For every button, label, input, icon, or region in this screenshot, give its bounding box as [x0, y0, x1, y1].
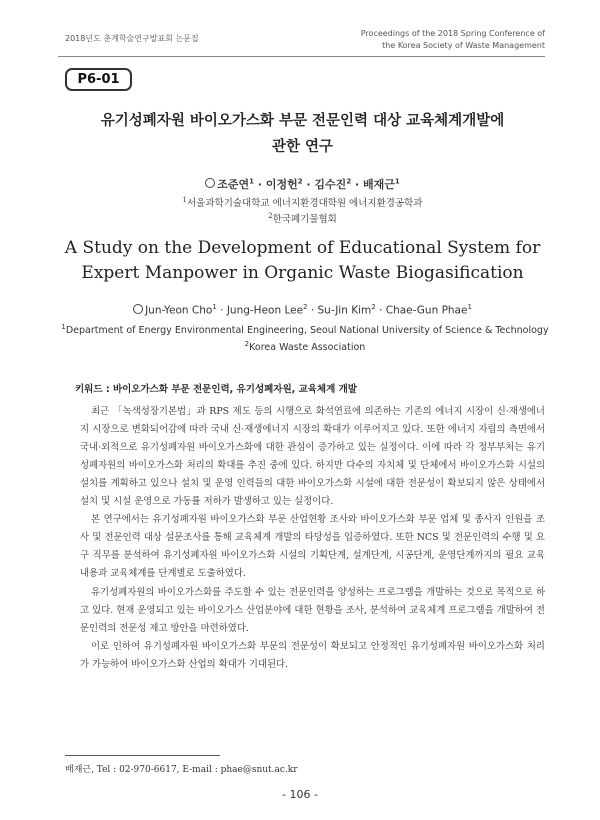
footnote-rule [65, 755, 220, 756]
affiliation-sup: 2 [297, 177, 303, 186]
running-header-right-line2: the Korea Society of Waste Management [382, 41, 545, 50]
korean-author-1: 조준연 [217, 178, 250, 191]
affiliation-sup: 1 [249, 177, 254, 186]
author-separator: · [253, 178, 266, 191]
english-affiliation-2 [60, 340, 550, 353]
korean-affiliation-1 [60, 195, 545, 209]
author-separator: · [302, 178, 315, 191]
keywords: 키워드 : 바이오가스화 부문 전문인력, 유기성폐자원, 교육체계 개발 [75, 384, 357, 395]
affiliation-sup: 1 [61, 323, 66, 331]
author-separator: · [307, 304, 318, 317]
korean-title-line2: 관한 연구 [271, 139, 334, 155]
running-header-right [361, 28, 545, 52]
affiliation-sup: 1 [182, 195, 187, 204]
body-paragraph-3: 유기성폐자원의 바이오가스화를 주도할 수 있는 전문인력을 양성하는 프로그램을 개발하는 것으로 목적으로 하고 있다. 현재 운영되고 있는 바이오가스 산업분야에 대한 현황을 조사, 분석하여 교육체계 프로그램을 개발하여 전문인력의 전문성 제고 방안을 마련하였다. [80, 587, 545, 635]
english-affiliation-1 [60, 323, 550, 336]
affiliation-sup: 2 [268, 211, 273, 220]
korean-title-line1: 유기성폐자원 바이오가스화 부문 전문인력 대상 교육체계개발에 [100, 113, 505, 129]
korean-affiliation-1-text: 서울과학기술대학교 에너지환경대학원 에너지환경공학과 [187, 198, 423, 209]
page-number: - 106 - [282, 788, 318, 801]
korean-authors [60, 176, 545, 192]
english-title-line2: Expert Manpower in Organic Waste Biogasification [81, 263, 524, 283]
affiliation-sup: 1 [394, 177, 400, 186]
affiliation-sup: 2 [303, 303, 308, 311]
presenter-circle-icon [133, 304, 143, 314]
running-header-right-line1: Proceedings of the 2018 Spring Conference of [360, 29, 545, 38]
affiliation-sup: 2 [244, 340, 250, 348]
korean-author-3: 김수진 [314, 178, 347, 191]
korean-affiliation-2-text: 한국폐기물협회 [272, 214, 337, 225]
english-author-4: Chae-Gun Phae [385, 304, 468, 317]
footnote-contact: 배재근, Tel : 02-970-6617, E-mail : phae@snut.ac.kr [65, 765, 298, 775]
author-separator: · [216, 304, 227, 317]
body-paragraph-4: 이로 인하여 유기성폐자원 바이오가스화 부문의 전문성이 확보되고 안정적인 유기성폐자원 바이오가스화 처리가 가능하여 바이오가스화 산업의 확대가 기대된다. [80, 641, 545, 671]
presenter-circle-icon [205, 178, 215, 188]
running-header-left: 2018년도 춘계학술연구발표회 논문집 [65, 34, 199, 43]
english-authors [60, 303, 545, 317]
affiliation-sup: 1 [467, 303, 472, 311]
english-author-1: Jun-Yeon Cho [145, 304, 213, 317]
header-rule [58, 56, 545, 57]
paper-id-badge: P6-01 [65, 68, 132, 91]
author-separator: · [351, 178, 364, 191]
korean-affiliation-2 [60, 211, 545, 225]
author-separator: · [375, 304, 386, 317]
affiliation-sup: 2 [346, 177, 352, 186]
english-affiliation-2-text: Korea Waste Association [249, 342, 366, 354]
english-title-line1: A Study on the Development of Educational System for [64, 238, 541, 258]
body-paragraph-1: 최근 「녹색성장기본법」과 RPS 제도 등의 시행으로 화석연료에 의존하는 기존의 에너지 시장이 신·재생에너지 시장으로 변화되어감에 따라 국내 신·재생에너지 시장의 확대가 이루어지고 있다. 또한 에너지 자립의 측면에서 국내·외적으로 유기성폐자원 바이오가스화에 대한 관심이 증가하고 있는 실정이다. 이에 따라 각 정부부처는 유기성폐자원의 바이오가스화 처리의 확대를 추진 중에 있다. 하지만 다수의 자치체 및 단체에서 바이오가스화 시설의 설치를 계획하고 있으나 설치 및 운영 인력들의 대한 바이오가스화 시설에 대한 전문성이 확보되지 않은 상태에서 설치 및 시설 운영으로 가동률 저하가 발생하고 있는 실정이다. [80, 406, 545, 508]
english-affiliation-1-text: Department of Energy Environmental Engineering, Seoul National University of Science & Technology [65, 325, 549, 337]
english-author-2: Jung-Heon Lee [226, 304, 304, 317]
korean-author-2: 이정헌 [265, 178, 298, 191]
korean-author-4: 배재근 [363, 178, 395, 191]
english-author-3: Su-Jin Kim [317, 304, 372, 317]
affiliation-sup: 1 [212, 303, 217, 311]
affiliation-sup: 2 [371, 303, 376, 311]
body-paragraph-2: 본 연구에서는 유기성폐자원 바이오가스화 부문 산업현황 조사와 바이오가스화 부문 업체 및 종사자 인원을 조사 및 전문인력 대상 설문조사를 통해 교육체계 개발의 타당성을 입증하였다. 또한 NCS 및 전문인력의 수행 및 요구 직무를 분석하여 유기성폐자원 바이오가스화 시설의 기획단계, 설계단계, 시공단계, 운영단계까지의 필요 교육내용과 교육체계를 단계별로 도출하였다. [80, 514, 545, 580]
